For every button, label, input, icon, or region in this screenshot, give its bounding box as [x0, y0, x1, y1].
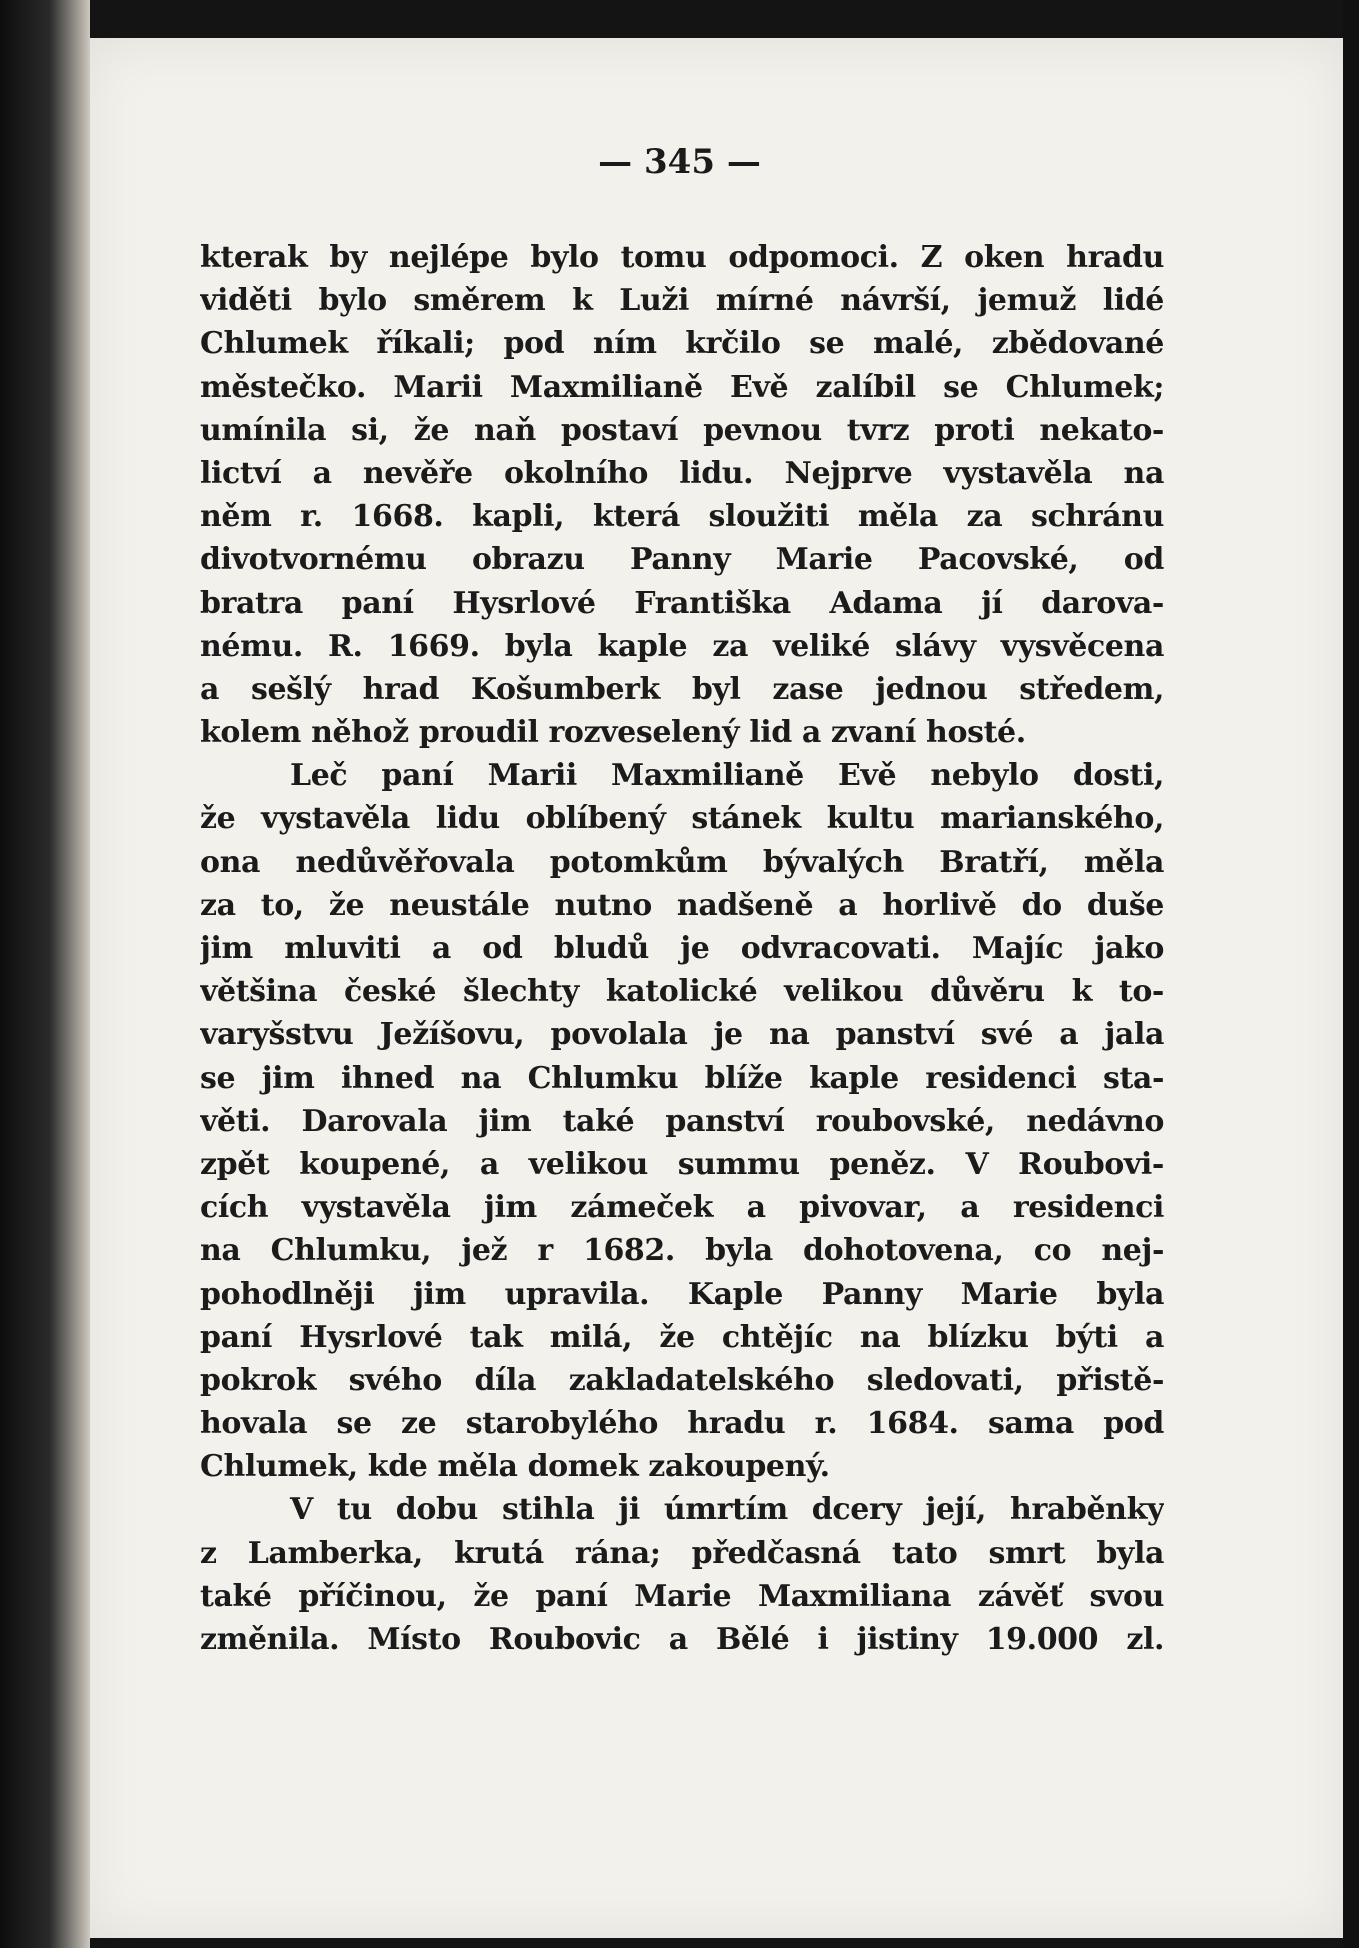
text-line: Chlumek říkali; pod ním krčilo se malé, zbědované [200, 326, 1164, 362]
text-line: se jim ihned na Chlumku blíže kaple residenci sta- [200, 1060, 1164, 1096]
text-line: cích vystavěla jim zámeček a pivovar, a residenci [200, 1190, 1164, 1226]
body-text [200, 236, 1164, 1661]
text-line: že vystavěla lidu oblíbený stánek kultu marianského, [200, 801, 1164, 837]
text-line: V tu dobu stihla ji úmrtím dcery její, hraběnky [290, 1492, 1164, 1528]
text-line: městečko. Marii Maxmilianě Evě zalíbil se Chlumek; [200, 369, 1164, 405]
text-line: lictví a nevěře okolního lidu. Nejprve vystavěla na [200, 455, 1164, 491]
text-line: kolem něhož proudil rozveselený lid a zvaní hosté. [200, 715, 1026, 751]
text-line: kterak by nejlépe bylo tomu odpomoci. Z oken hradu [200, 240, 1164, 275]
text-line: umínila si, že naň postaví pevnou tvrz proti nekato- [200, 412, 1164, 448]
text-line: věti. Darovala jim také panství roubovské, nedávno [200, 1103, 1164, 1139]
text-line: bratra paní Hysrlové Františka Adama jí darova- [200, 585, 1164, 621]
text-line: divotvornému obrazu Panny Marie Pacovské, od [200, 542, 1164, 578]
text-line: a sešlý hrad Košumberk byl zase jednou středem, [200, 671, 1164, 707]
text-line: jim mluviti a od bludů je odvracovati. Majíc jako [200, 931, 1164, 966]
text-line: většina české šlechty katolické velikou důvěru k to- [200, 974, 1164, 1010]
text-line: nému. R. 1669. byla kaple za veliké slávy vysvěcena [200, 628, 1164, 664]
text-line: změnila. Místo Roubovic a Bělé i jistiny 19.000 zl. [200, 1622, 1164, 1657]
text-line: viděti bylo směrem k Luži mírné návrší, jemuž lidé [200, 283, 1164, 319]
text-line: také příčinou, že paní Marie Maxmiliana závěť svou [200, 1578, 1164, 1614]
text-line: zpět koupené, a velikou summu peněz. V Roubovi- [200, 1146, 1164, 1182]
text-line: hovala se ze starobylého hradu r. 1684. sama pod [200, 1406, 1164, 1442]
text-line: ona nedůvěřovala potomkům bývalých Bratří, měla [200, 844, 1164, 880]
text-line: něm r. 1668. kapli, která sloužiti měla za schránu [200, 499, 1164, 535]
text-line: varyšstvu Ježíšovu, povolala je na panství své a jala [200, 1017, 1164, 1053]
text-line: pohodlněji jim upravila. Kaple Panny Marie byla [200, 1276, 1164, 1312]
page-number: — 345 — [598, 142, 761, 182]
text-line: Leč paní Marii Maxmilianě Evě nebylo dosti, [290, 758, 1164, 794]
text-line: pokrok svého díla zakladatelského sledovati, přistě- [200, 1362, 1164, 1398]
text-line: na Chlumku, jež r 1682. byla dohotovena, co nej- [200, 1233, 1164, 1269]
text-line: z Lamberka, krutá rána; předčasná tato smrt byla [200, 1535, 1164, 1571]
text-line: za to, že neustále nutno nadšeně a horlivě do duše [200, 887, 1164, 923]
text-line: paní Hysrlové tak milá, že chtějíc na blízku býti a [200, 1319, 1164, 1355]
binding-shadow [0, 0, 90, 1948]
scan-edge [1343, 0, 1359, 1948]
text-line: Chlumek, kde měla domek zakoupený. [200, 1449, 830, 1485]
